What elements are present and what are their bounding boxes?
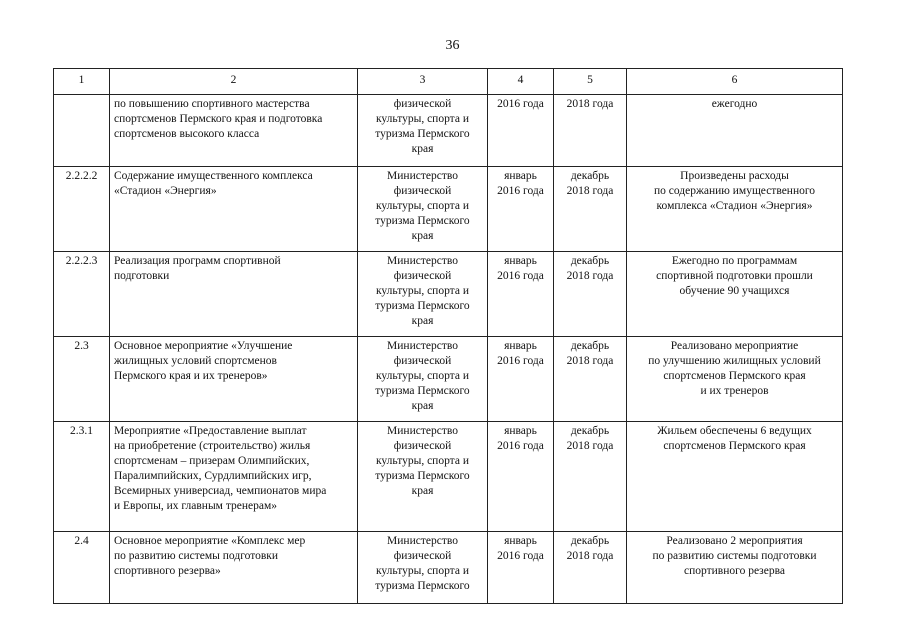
result-cell [627, 252, 843, 337]
cell-text-line: декабрь [570, 425, 610, 437]
cell-text-line: спортсменов Пермского края [663, 370, 806, 382]
cell-text-line: январь [504, 535, 537, 547]
cell-text-line: Содержание имущественного комплекса [114, 170, 313, 182]
cell-text-line: на приобретение (строительство) жилья [114, 440, 311, 452]
activity-description-cell [110, 532, 358, 604]
cell-text-line: Основное мероприятие «Улучшение [114, 340, 293, 352]
cell-text-line: декабрь [570, 255, 610, 267]
cell-text-line: Мероприятие «Предоставление выплат [114, 425, 307, 437]
cell-text-line: Министерство [387, 255, 458, 267]
cell-text-line: Реализовано мероприятие [670, 340, 799, 352]
cell-text-line: культуры, спорта и [376, 200, 469, 212]
header-row [54, 69, 843, 95]
column-header: 6 [627, 69, 843, 95]
cell-text-line: спортивного резерва» [114, 565, 221, 577]
cell-text-line: края [411, 230, 434, 242]
item-number-cell: 2.2.2.2 [54, 167, 110, 252]
cell-text-line: январь [504, 170, 537, 182]
cell-text-line: Основное мероприятие «Комплекс мер [114, 535, 306, 547]
end-date-cell [554, 167, 627, 252]
cell-text-line: 2018 года [566, 440, 614, 452]
cell-text-line: декабрь [570, 340, 610, 352]
cell-text-line: по повышению спортивного мастерства [114, 98, 310, 110]
item-number-cell [54, 95, 110, 167]
executor-cell [358, 337, 488, 422]
cell-text-line: спортивного резерва [684, 565, 785, 577]
table-row [54, 167, 843, 252]
end-date-cell [554, 337, 627, 422]
executor-cell [358, 532, 488, 604]
cell-text-line: края [411, 485, 434, 497]
cell-text-line: ежегодно [711, 98, 758, 110]
executor-cell [358, 167, 488, 252]
cell-text-line: Ежегодно по программам [671, 255, 798, 267]
executor-cell [358, 252, 488, 337]
cell-text-line: «Стадион «Энергия» [114, 185, 217, 197]
start-date-cell [488, 532, 554, 604]
cell-text-line: Всемирных универсиад, чемпионатов мира [114, 485, 327, 497]
cell-text-line: края [411, 315, 434, 327]
cell-text-line: культуры, спорта и [376, 565, 469, 577]
cell-text-line: физической [393, 355, 452, 367]
result-cell [627, 532, 843, 604]
cell-text-line: спортивной подготовки прошли [656, 270, 813, 282]
cell-text-line: январь [504, 425, 537, 437]
activity-description-cell [110, 167, 358, 252]
cell-text-line: 2016 года [497, 440, 544, 452]
cell-text-line: физической [393, 270, 452, 282]
page-number: 36 [445, 38, 460, 53]
activity-description-cell [110, 252, 358, 337]
cell-text-line: спортсменов Пермского края [663, 440, 806, 452]
start-date-cell [488, 337, 554, 422]
column-header: 1 [54, 69, 110, 95]
cell-text-line: культуры, спорта и [376, 113, 469, 125]
start-date-cell [488, 252, 554, 337]
column-header: 5 [554, 69, 627, 95]
cell-text-line: культуры, спорта и [376, 455, 469, 467]
activity-description-cell [110, 337, 358, 422]
cell-text-line: обучение 90 учащихся [679, 285, 790, 297]
result-cell [627, 422, 843, 532]
item-number-cell: 2.3.1 [54, 422, 110, 532]
result-cell [627, 167, 843, 252]
cell-text-line: Реализация программ спортивной [114, 255, 281, 267]
cell-text-line: Министерство [387, 425, 458, 437]
cell-text-line: комплекса «Стадион «Энергия» [656, 200, 813, 212]
cell-text-line: 2016 года [497, 550, 544, 562]
cell-text-line: Паралимпийских, Сурдлимпийских игр, [114, 470, 312, 482]
cell-text-line: 2018 года [566, 550, 614, 562]
executor-cell [358, 422, 488, 532]
item-number-cell: 2.2.2.3 [54, 252, 110, 337]
cell-text-line: туризма Пермского [375, 128, 470, 140]
table-row [54, 252, 843, 337]
cell-text-line: по улучшению жилищных условий [648, 355, 821, 367]
cell-text-line: Министерство [387, 170, 458, 182]
cell-text-line: спортсменам – призерам Олимпийских, [114, 455, 310, 467]
table-row [54, 532, 843, 604]
cell-text-line: культуры, спорта и [376, 285, 469, 297]
executor-cell [358, 95, 488, 167]
cell-text-line: 2018 года [566, 355, 614, 367]
cell-text-line: физической [393, 185, 452, 197]
cell-text-line: края [411, 400, 434, 412]
cell-text-line: 2018 года [566, 185, 614, 197]
cell-text-line: декабрь [570, 170, 610, 182]
start-date-cell [488, 167, 554, 252]
cell-text-line: физической [393, 550, 452, 562]
activities-table [53, 68, 843, 604]
cell-text-line: 2016 года [497, 270, 544, 282]
cell-text-line: 2016 года [497, 98, 544, 110]
cell-text-line: Жильем обеспечены 6 ведущих [657, 425, 812, 437]
cell-text-line: спортсменов высокого класса [114, 128, 260, 140]
cell-text-line: по развитию системы подготовки [114, 550, 279, 562]
cell-text-line: и Европы, их главным тренерам» [114, 500, 277, 512]
column-header: 3 [358, 69, 488, 95]
item-number-cell: 2.4 [54, 532, 110, 604]
cell-text-line: 2018 года [566, 270, 614, 282]
column-header: 4 [488, 69, 554, 95]
activity-description-cell [110, 95, 358, 167]
end-date-cell [554, 422, 627, 532]
table-row [54, 337, 843, 422]
cell-text-line: культуры, спорта и [376, 370, 469, 382]
cell-text-line: 2016 года [497, 185, 544, 197]
start-date-cell [488, 422, 554, 532]
cell-text-line: январь [504, 255, 537, 267]
cell-text-line: спортсменов Пермского края и подготовка [114, 113, 323, 125]
cell-text-line: туризма Пермского [375, 580, 470, 592]
result-cell [627, 95, 843, 167]
cell-text-line: подготовки [114, 270, 170, 282]
end-date-cell [554, 252, 627, 337]
cell-text-line: туризма Пермского [375, 215, 470, 227]
cell-text-line: края [411, 143, 434, 155]
start-date-cell [488, 95, 554, 167]
cell-text-line: Министерство [387, 340, 458, 352]
cell-text-line: Пермского края и их тренеров» [114, 370, 268, 382]
table-row [54, 95, 843, 167]
cell-text-line: физической [393, 98, 452, 110]
cell-text-line: Произведены расходы [680, 170, 789, 182]
cell-text-line: физической [393, 440, 452, 452]
cell-text-line: жилищных условий спортсменов [114, 355, 277, 367]
column-header: 2 [110, 69, 358, 95]
cell-text-line: по содержанию имущественного [653, 185, 816, 197]
result-cell [627, 337, 843, 422]
end-date-cell [554, 95, 627, 167]
cell-text-line: январь [504, 340, 537, 352]
cell-text-line: Реализовано 2 мероприятия [666, 535, 803, 547]
cell-text-line: декабрь [570, 535, 610, 547]
cell-text-line: туризма Пермского [375, 385, 470, 397]
cell-text-line: по развитию системы подготовки [652, 550, 817, 562]
end-date-cell [554, 532, 627, 604]
activity-description-cell [110, 422, 358, 532]
cell-text-line: туризма Пермского [375, 300, 470, 312]
item-number-cell: 2.3 [54, 337, 110, 422]
cell-text-line: туризма Пермского [375, 470, 470, 482]
cell-text-line: Министерство [387, 535, 458, 547]
cell-text-line: 2016 года [497, 355, 544, 367]
cell-text-line: и их тренеров [700, 385, 769, 397]
table-row [54, 422, 843, 532]
cell-text-line: 2018 года [566, 98, 614, 110]
